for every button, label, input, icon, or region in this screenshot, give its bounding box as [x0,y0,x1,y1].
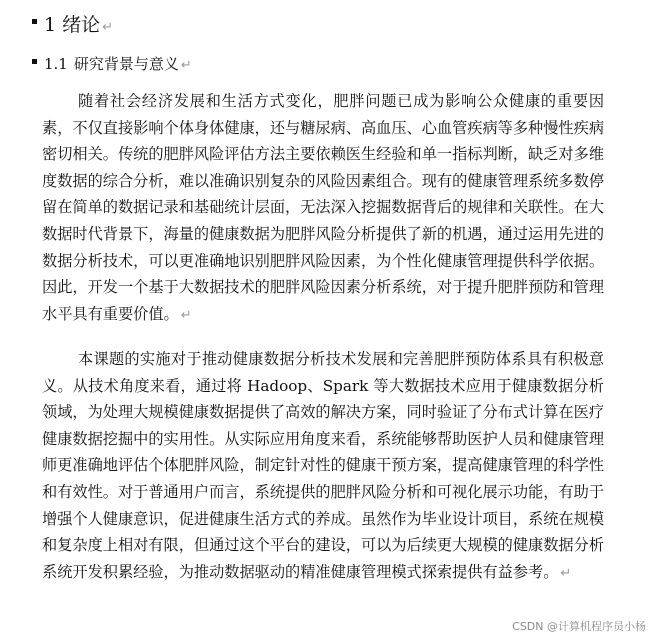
body-paragraph-2 [42,346,604,587]
paragraph-text: 随着社会经济发展和生活方式变化，肥胖问题已成为影响公众健康的重要因素，不仅直接影响个体身体健康，还与糖尿病、高血压、心血管疾病等多种慢性疾病密切相关。传统的肥胖风险评估方法主要依赖医生经验和单一指标判断，缺乏对多维度数据的综合分析，难以准确识别复杂的风险因素组合。现有的健康管理系统多数停留在简单的数据记录和基础统计层面，无法深入挖掘数据背后的规律和关联性。在大数据时代背景下，海量的健康数据为肥胖风险分析提供了新的机遇，通过运用先进的数据分析技术，可以更准确地识别肥胖风险因素，为个性化健康管理提供科学依据。因此，开发一个基于大数据技术的肥胖风险因素分析系统，对于提升肥胖预防和管理水平具有重要价值。 [42,92,604,323]
paragraph-mark-icon: ↵ [180,58,192,73]
heading-bullet-icon [32,59,37,64]
body-paragraph-1 [42,88,604,329]
chapter-number: 1 [44,14,57,36]
paragraph-text: 本课题的实施对于推动健康数据分析技术发展和完善肥胖预防体系具有积极意义。从技术角度来看，通过将 Hadoop、Spark 等大数据技术应用于健康数据分析领域，为处理大规模健康数据提供了高效的解决方案，同时验证了分布式计算在医疗健康数据挖掘中的实用性。从实际应用角度来看，系统能够帮助医护人员和健康管理师更准确地评估个体肥胖风险，制定针对性的健康干预方案，提高健康管理的科学性和有效性。对于普通用户而言，系统提供的肥胖风险分析和可视化展示功能，有助于增强个人健康意识，促进健康生活方式的养成。虽然作为毕业设计项目，系统在规模和复杂度上相对有限，但通过这个平台的建设，可以为后续更大规模的健康数据分析系统开发积累经验，为推动数据驱动的精准健康管理模式探索提供有益参考。 [42,350,604,581]
section-number: 1.1 [44,55,68,73]
section-title: 研究背景与意义 [73,55,179,73]
paragraph-mark-icon: ↵ [180,307,192,323]
chapter-title: 绪论 [62,14,101,36]
watermark: CSDN @计算机程序员小杨 [512,620,646,633]
paragraph-mark-icon: ↵ [102,20,114,35]
section-heading [32,53,192,74]
chapter-heading [32,10,113,37]
heading-bullet-icon [32,19,37,24]
paragraph-mark-icon: ↵ [560,565,572,581]
